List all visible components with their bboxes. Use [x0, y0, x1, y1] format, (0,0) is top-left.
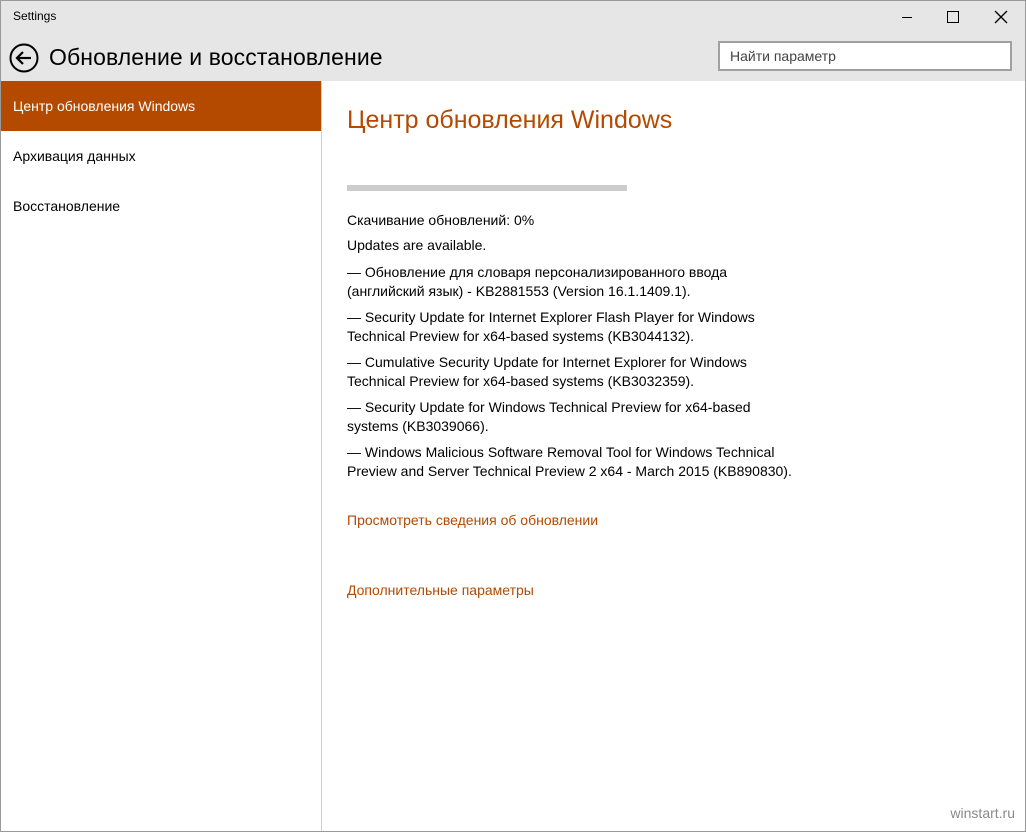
maximize-button[interactable]	[930, 1, 976, 33]
search-input[interactable]	[720, 43, 1010, 69]
search-box	[718, 41, 1012, 71]
section-title: Центр обновления Windows	[347, 106, 673, 134]
download-progress-bar	[347, 185, 627, 191]
advanced-options-link[interactable]: Дополнительные параметры	[347, 582, 534, 598]
window-title: Settings	[13, 9, 57, 23]
updates-list	[347, 263, 797, 488]
close-icon	[994, 10, 1008, 24]
update-item: — Cumulative Security Update for Internet Explorer for Windows Technical Preview for x64-based systems (KB3032359).	[347, 354, 747, 389]
maximize-icon	[947, 11, 959, 23]
settings-header	[1, 33, 1025, 81]
close-button[interactable]	[978, 1, 1024, 33]
download-status: Скачивание обновлений: 0%	[347, 212, 535, 228]
sidebar-item-backup[interactable]: Архивация данных	[13, 148, 136, 164]
watermark: winstart.ru	[950, 805, 1015, 821]
minimize-button[interactable]	[884, 1, 930, 33]
update-item: — Windows Malicious Software Removal Tool for Windows Technical Preview and Server Technical Preview 2 x64 - March 2015 (KB890830).	[347, 444, 792, 479]
back-arrow-icon	[9, 43, 39, 73]
update-item: — Security Update for Windows Technical Preview for x64-based systems (KB3039066).	[347, 399, 751, 434]
sidebar-item-recovery[interactable]: Восстановление	[13, 198, 121, 214]
view-update-details-link[interactable]: Просмотреть сведения об обновлении	[347, 512, 599, 528]
update-item: — Security Update for Internet Explorer Flash Player for Windows Technical Preview for x64-based systems (KB3044132).	[347, 309, 755, 344]
sidebar-item-windows-update[interactable]: Центр обновления Windows	[1, 81, 321, 131]
updates-available-text: Updates are available.	[347, 237, 487, 253]
sidebar	[1, 81, 322, 831]
page-title: Обновление и восстановление	[49, 44, 383, 70]
minimize-icon	[901, 11, 913, 23]
update-item: — Обновление для словаря персонализированного ввода (английский язык) - KB2881553 (Version 16.1.1409.1).	[347, 264, 728, 299]
title-bar	[1, 1, 1025, 33]
back-button[interactable]	[8, 42, 40, 74]
